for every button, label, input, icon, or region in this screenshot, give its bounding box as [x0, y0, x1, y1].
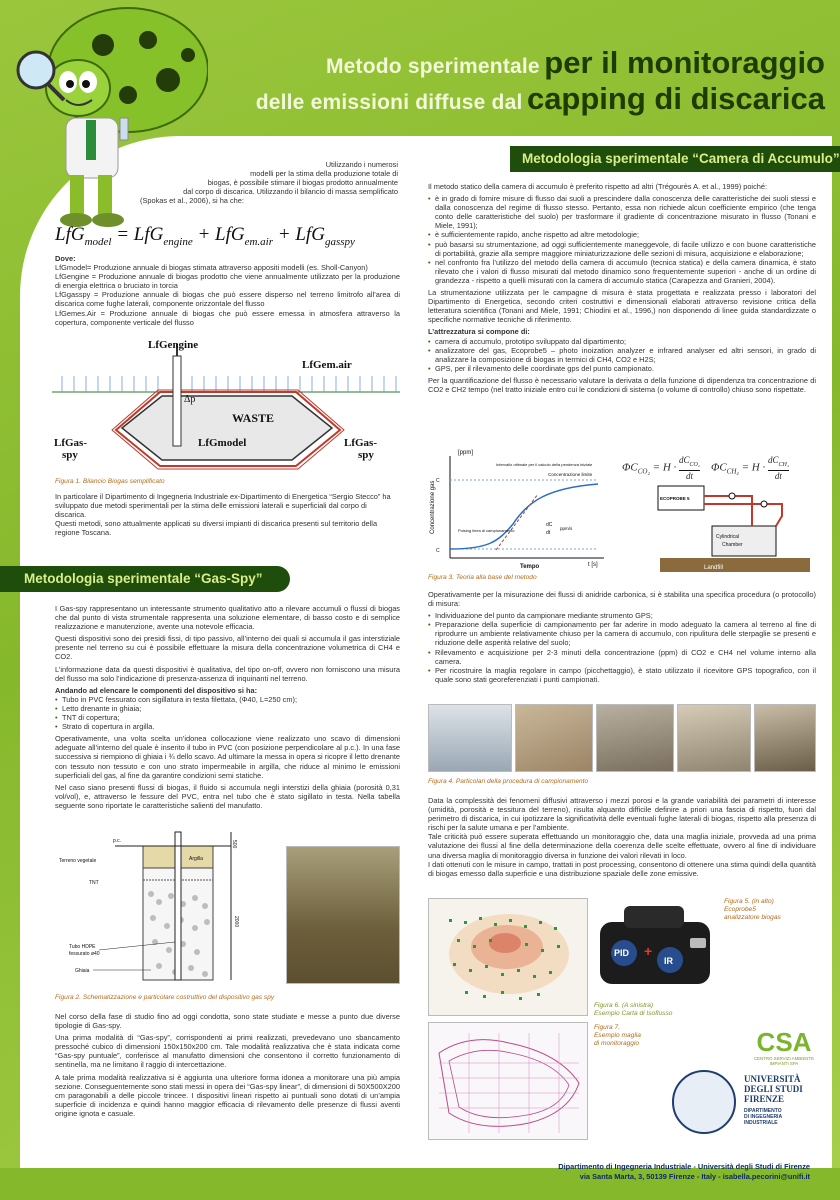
label-argilla: Argilla	[189, 856, 203, 862]
header-gasspy: Metodologia sperimentale “Gas-Spy”	[0, 566, 290, 592]
flux-equations: $\Phi C_{CO_2} = H$ · $dC_{CO_2}$ dt $\Phi C_{CH_4} = H$ · $dC_{CH_4}$ dt	[622, 455, 789, 481]
fig3-dc: dC	[546, 522, 553, 528]
complexity-text	[428, 796, 816, 878]
fig5-caption-line: analizzatore biogas	[724, 914, 781, 921]
title-line2-heavy: capping di discarica	[526, 81, 825, 116]
fig3-interval: Intervallo ottimale per il calcolo della pendenza iniziale	[496, 462, 593, 467]
eq-sub: CH₄	[726, 467, 739, 476]
fig5-caption-line: Ecoprobe5	[724, 906, 756, 913]
gasspy-paragraph: Nel corso della fase di studio fino ad oggi condotta, sono state studiate e messe a punto due diverse tipologie di Gas-spy.	[55, 1012, 400, 1031]
dove-heading: Dove:	[55, 254, 76, 263]
chamber-schematic	[652, 476, 812, 572]
label-gasspy-left1: LfGas-	[54, 437, 87, 449]
department-paragraph: Questi metodi, sono attualmente applicati su diversi impianti di discarica presenti sul territorio della regione Toscana.	[55, 519, 378, 538]
csa-logo	[752, 1028, 816, 1066]
intro-line: Utilizzando i numerosi	[325, 160, 398, 169]
camera-text	[428, 182, 816, 397]
unifi-line: UNIVERSITÀ	[744, 1074, 801, 1084]
gasspy-paragraph: Una prima modalità di “Gas-spy”, corrispondenti ai primi realizzati, prevedevano uno sbancamento pressoché cubico di dimensioni 150x150x200 cm. Tale modalità realizzativa che è stata indicata come “Gas-spy puntuale”, conferisce al manufatto dimensioni che consentono il corretto funzionamento di sentinella, ma ne limitano il raggio di intercettazione.	[55, 1033, 400, 1070]
label-gasspy-left2: spy	[62, 449, 78, 461]
equipment-bullets	[428, 337, 816, 373]
camera-bullets	[428, 194, 816, 285]
eq-h: = H ·	[741, 461, 766, 474]
measurement-paragraph: Operativamente per la misurazione dei flussi di anidride carbonica, si è stabilita una specifica procedura (o protocollo) di misura:	[428, 590, 816, 609]
unifi-line: DEGLI STUDI	[744, 1084, 803, 1094]
fig3-ylabel: Concentrazione gas	[430, 480, 436, 534]
dept-line: INDUSTRIALE	[744, 1120, 778, 1126]
list-item: • Tubo in PVC fessurato con sigillatura in testa filettata, (Φ40, L=250 cm);	[55, 695, 400, 704]
formula-sub: gasspy	[324, 235, 355, 248]
footer-line: via Santa Marta, 3, 50139 Firenze - Italy - isabella.pecorini@unifi.it	[579, 1172, 810, 1181]
intro-text	[60, 160, 398, 205]
fig3-ppms: ppm/s	[560, 526, 573, 531]
intro-line: dal corpo di discarica. Utilizzando il bilancio di massa semplificato	[183, 187, 398, 197]
unifi-seal-icon	[672, 1070, 736, 1134]
label-terreno: Terreno vegetale	[59, 858, 97, 864]
list-item: • è sufficientemente rapido, anche rispetto ad altre metodologie;	[428, 230, 816, 239]
gasspy-paragraph: Operativamente, una volta scelta un’idonea collocazione viene realizzato uno scavo di dimensioni adeguate all’interno del quale è inserito il tubo in PVC (con posizione perpendicolare al p.c.). In una fase successiva si riempiono di ghiaia i ¾ dello scavo. Ad ultimare la messa in opera si ricopre il letto drenante con tessuto non tessuto e con uno strato impermeabile in argilla, che riduce al minimo le emissioni superficiali del gas, al fine da garantire condizioni semi statiche.	[55, 734, 400, 780]
photo-sampling-1	[428, 704, 512, 772]
label-pc: p.c.	[113, 838, 122, 844]
definition-item: LfGgasspy = Produzione annuale di biogas che può essere disperso nel terreno limitrofo all’area di discarica come fughe laterali, componente orizzontale del flusso	[55, 290, 400, 309]
figure5-caption	[724, 898, 781, 922]
equipment-heading: L’attrezzatura si compone di:	[428, 327, 530, 337]
pid-label: PID	[614, 948, 630, 958]
label-gasspy-right1: LfGas-	[344, 437, 377, 449]
list-item: • TNT di copertura;	[55, 713, 400, 722]
definition-item: LfGengine = Produzione annuale di biogas prodotto che viene annualmente utilizzato per la produzione di energia elettrica o bruciato in torcia	[55, 272, 400, 291]
label-tubo1: Tubo HDPE	[69, 944, 96, 950]
fig3-cair: C	[436, 548, 440, 554]
photo-sampling-5	[754, 704, 816, 772]
formula-sub: em.air	[244, 235, 274, 248]
figure1-caption: Figura 1. Bilancio Biogas semplificato	[55, 478, 165, 485]
figure2-gasspy-schematic	[55, 822, 255, 990]
list-item: • Strato di copertura in argilla.	[55, 722, 400, 731]
label-emair: LfGem.air	[302, 359, 352, 371]
eq-sub: CO₂	[637, 467, 650, 476]
list-item: • è in grado di fornire misure di flusso dai suoli a prescindere dalla conoscenza delle caratteristiche dei suoli stessi e dalla conoscenza del regime di flusso stesso. Pertanto, essa non richiede alcun coefficiente empirico (che tenga conto delle caratteristiche del suolo) per trasformare il gradiente di concentrazione misurato in flusso (Tonani e Miele, 1991);	[428, 194, 816, 230]
dept-line: DI INGEGNERIA	[744, 1114, 783, 1120]
landfill-label: Landfill	[704, 565, 724, 571]
figure3-caption: Figura 3. Teoria alla base del metodo	[428, 574, 537, 581]
fig6-caption-line: Figura 6. (A sinistra)	[594, 1002, 654, 1009]
complexity-paragraph: Data la complessità dei fenomeni diffusivi attraverso i mezzi porosi e la grande variabilità dei parametri di interesse (umidità, porosità e tessitura del terreno), risulta alquanto difficile definire a priori una fascia di rispetto, fuori dal perimetro di discarica, in cui ipotizzare la significatività delle eventuali fughe laterali di biogas, rispetto alla presenza di rischi per la salute umana e per l’ambiente.	[428, 796, 816, 833]
poster-title	[235, 45, 825, 120]
unifi-line: FIRENZE	[744, 1094, 785, 1104]
grid-svg	[429, 1023, 588, 1140]
gasspy-paragraph: Questi dispositivi sono dei presidi fissi, di tipo passivo, all’interno dei quali si accumula il gas interstiziale presente nel terreno su cui è possibile effettuare la misura della concentrazione volumetrica di CH4 e CO2.	[55, 634, 400, 662]
chamber-label-2: Chamber	[722, 542, 743, 548]
fig3-ppm: [ppm]	[458, 450, 474, 456]
gasspy-paragraph: Nel caso siano presenti flussi di biogas, il fluido si accumula negli interstizi della ghiaia (porosità 0,31 vol/vol), e, attraverso le fessure del PVC, entra nel tubo che è stato sigillato in testa. Nella tabella seguente sono riportate le caratteristiche salienti del manufatto.	[55, 782, 400, 810]
intro-line: biogas, è possibile stimare il biogas prodotto annualmente	[207, 178, 398, 188]
title-line1-heavy: per il monitoraggio	[544, 45, 825, 80]
gasspy-text	[55, 604, 400, 813]
list-item: • nel confronto fra l’utilizzo del metodo della camera di accumulo (tecnica statica) e della camera dinamica, è stato rilevato che i valori di flusso misurati dal metodo dinamico sono frequentemente superiori - anche di un ordine di grandezza - rispetto a quelli misurati con la camera di accumulo statica (Carapezza and Granieri, 2004).	[428, 258, 816, 285]
eq-lhs: ΦC	[710, 461, 727, 474]
title-line1-light: Metodo sperimentale	[325, 55, 540, 78]
department-paragraph: In particolare il Dipartimento di Ingegneria Industriale ex-Dipartimento di Energetica “Sergio Stecco” ha sviluppato due metodi sperimentali per la stima delle emissioni laterali e superficiali dal corpo di discarica.	[55, 492, 391, 520]
label-tubo2: fessurato ø40	[69, 951, 100, 957]
list-item: • Per ricostruire la maglia regolare in campo (picchettaggio), è stato utilizzato il ricevitore GPS topografico, con il quale sono stati georeferenziati i punti campionati.	[428, 666, 816, 684]
fig3-limit: Concentrazione limite	[548, 472, 593, 477]
formula-term: LfG	[133, 224, 164, 245]
camera-paragraph: Per la quantificazione del flusso è necessario valutare la derivata α della funzione di dipendenza tra concentrazione di CO2 e CH2 tempo (nel tratto iniziale entro cui le condizioni di sistema (o volume di controllo) chiuso sono rispettate.	[428, 375, 816, 394]
dept-line: DIPARTIMENTO	[744, 1108, 782, 1114]
fig6-caption-line: Esempio Carta di Isoflusso	[594, 1010, 673, 1017]
label-engine: LfGengine	[148, 339, 199, 351]
intro-line: (Spokas et al., 2006), si ha che:	[140, 196, 244, 206]
fig7-caption-line: di monitoraggio	[594, 1040, 640, 1047]
formula-term: LfG	[215, 224, 245, 245]
label-tnt: TNT	[89, 880, 99, 886]
complexity-paragraph: Tale criticità può essere superata effettuando un monitoraggio che, data una maglia iniziale, provveda ad una prima valutazione dei flussi al fine della determinazione della coerenza delle scelte effettuate, ovvero al fine di individuare una diversa maglia di monitoraggio diversa in funzione dei valori rilevati in loco.	[428, 832, 816, 860]
unifi-logo	[744, 1074, 803, 1126]
fig3-xlabel: Tempo	[520, 564, 540, 570]
figure7-caption	[594, 1024, 641, 1048]
list-item: • GPS, per il rilevamento delle coordinate gps del punto campionato.	[428, 364, 816, 373]
dim-bottom: 2000	[233, 916, 239, 928]
gasspy-paragraph: L’informazione data da questi dispositivi è qualitativa, del tipo on-off, ovvero non forniscono una misura del flusso ma solo l’indicazione di presenza-assenza di inquinanti nel terreno.	[55, 664, 400, 683]
components-bullets	[55, 695, 400, 731]
list-item: • Individuazione del punto da campionare mediante strumento GPS;	[428, 611, 816, 620]
footer-line: Dipartimento di Ingegneria Industriale - Università degli Studi di Firenze	[558, 1162, 810, 1171]
eq-h: = H ·	[652, 461, 677, 474]
figure1-biogas-balance	[52, 338, 400, 474]
label-gasspy-right2: spy	[358, 449, 374, 461]
fig5-caption-line: Figura 5. (in alto)	[724, 898, 774, 905]
ir-label: IR	[664, 956, 673, 966]
footer	[558, 1162, 810, 1182]
gasspy-paragraph: A tale prima modalità realizzativa si è aggiunta una ulteriore forma idonea a monitorare una più ampia sezione. Conseguentemente sono stati messi in opera dei “Gas-spy linear”, di dimensioni di 50X500X200 cm paragonabili a delle piccole trincee. I dispositivi lineari rispetto ai puntuali sono dotati di un’ampia superficie di incidenza e quindi hanno maggior efficacia di rilevamento delle presenze di flussi aventi origine ignota e casuale.	[55, 1072, 400, 1118]
title-line2-light: delle emissioni diffuse dal	[255, 91, 523, 114]
gasspy-paragraph: I Gas-spy rappresentano un interessante strumento qualitativo atto a rilevare accumuli o flussi di biogas che dal punto di vista strumentale rappresenta una soluzione elementare, di basso costo e di semplice realizzazione e manutenzione, avente una notevole efficacia.	[55, 604, 400, 632]
list-item: • analizzatore del gas, Ecoprobe5 – photo inoization analyzer e infrared analyser ed altri sensori, in grado di analizzare la composizione di biogas in termici di CH4, CO2 e H2S;	[428, 346, 816, 364]
gasspy-text-2	[55, 1012, 400, 1121]
label-ghiaia: Ghiaia	[75, 968, 90, 974]
complexity-paragraph: I dati ottenuti con le misure in campo, trattati in post processing, consentono di ottenere una stima quindi della quantità di biogas emesso dalla superficie e una distribuzione spaziale delle zone emissive.	[428, 859, 816, 878]
fig3-csat: C	[436, 478, 440, 484]
fig3-t-label: t [s]	[588, 562, 598, 568]
ecoprobe-label: ECOPROBE 5	[660, 496, 690, 501]
fig3-dt: dt	[546, 530, 551, 536]
label-waste: WASTE	[232, 411, 275, 425]
csa-logo-text: CSA	[756, 1027, 812, 1057]
isoflux-map-svg	[429, 899, 588, 1016]
plus-icon: +	[644, 943, 653, 959]
formula-sub: model	[84, 235, 112, 248]
figure2-caption: Figura 2. Schematizzazione e particolare costruttivo del dispositivo gas spy	[55, 994, 275, 1001]
formula-term: LfG	[295, 224, 325, 245]
list-item: • camera di accumulo, prototipo sviluppato dal dipartimento;	[428, 337, 816, 346]
formula-term: LfG	[55, 224, 85, 245]
dim-top: 500	[231, 840, 237, 849]
dove-definitions	[55, 254, 400, 327]
camera-paragraph: Il metodo statico della camera di accumulo è preferito rispetto ad altri (Trégourès A. et al., 1999) poiché:	[428, 182, 768, 191]
list-item: • Preparazione della superficie di campionamento per far aderire in modo adeguato la camera al terreno al fine di riprodurre un ambiente relativamente chiuso per la camera di accumulo, con ripulitura delle sterpaglie se presenti e riduzione delle asperità relative del suolo;	[428, 620, 816, 647]
formula-sub: engine	[163, 235, 193, 248]
chamber-label-1: Cylindrical	[716, 534, 740, 540]
photo-sampling-2	[515, 704, 593, 772]
measurement-bullets	[428, 611, 816, 684]
photo-sampling-3	[596, 704, 674, 772]
eq-lhs: ΦC	[622, 461, 638, 474]
definition-item: LfGmodel= Produzione annuale di biogas stimata attraverso appositi modelli (es. Sholl-Canyon)	[55, 263, 368, 273]
fig3-point: Pulsing linea di campionamento	[458, 528, 515, 533]
list-item: • Rilevamento e acquisizione per 2-3 minuti della concentrazione (ppm) di CO2 e CH4 nel volume interno alla camera.	[428, 648, 816, 666]
figure6-isoflux-map	[428, 898, 588, 1016]
components-heading: Andando ad elencare le componenti del dispositivo si ha:	[55, 685, 258, 695]
fig7-caption-line: Esempio maglia	[594, 1032, 641, 1039]
photo-sampling-4	[677, 704, 751, 772]
mass-balance-formula: LfG$_{model}$ = LfG$_{engine}$ + LfG$_{em.air}$ + LfG$_{gasspy}$	[55, 224, 355, 248]
header-camera: Metodologia sperimentale “Camera di Accumulo”	[510, 146, 840, 172]
fig7-caption-line: Figura 7.	[594, 1024, 621, 1031]
label-model: LfGmodel	[198, 437, 247, 449]
photo-gasspy-trench	[286, 846, 400, 984]
figure3-concentration-chart	[428, 446, 616, 572]
figure5-ecoprobe-device	[594, 898, 718, 998]
csa-logo-sub: CENTRO SERVIZI AMBIENTE IMPIANTI SPA	[753, 1056, 815, 1066]
camera-paragraph: La strumentazione utilizzata per le campagne di misura è stata progettata e realizzata presso i laboratori del Dipartimento di Energetica, secondo criteri costruttivi e dimensionali elaborati attraverso revisione critica della letteratura scientifica (Tonani and Miele, 1991; Chiodini et al., 1996,) non disponendo di linee guida standardizzate o specifiche normative tecniche di riferimento.	[428, 288, 816, 325]
figure6-caption	[594, 1002, 672, 1018]
figure4-caption: Figura 4. Particolari della procedura di campionamento	[428, 778, 589, 785]
definition-item: LfGemes.Air = Produzione annuale di biogas che può essere emessa in atmosfera attraverso la copertura, componente verticale del flusso	[55, 308, 400, 327]
department-text	[55, 492, 400, 537]
label-dp: Δp	[184, 394, 196, 405]
intro-line: modelli per la stima della produzione totale di	[250, 169, 398, 179]
measurement-text	[428, 590, 816, 687]
figure7-monitoring-grid	[428, 1022, 588, 1140]
list-item: • può basarsi su strumentazione, ad oggi sufficientemente maneggevole, di facile utilizzo e con buone caratteristiche di portabilità, grazie alla sempre maggiore miniaturizzazione delle sezioni di misura, acquisizione e elaborazione;	[428, 240, 816, 258]
list-item: • Letto drenante in ghiaia;	[55, 704, 400, 713]
